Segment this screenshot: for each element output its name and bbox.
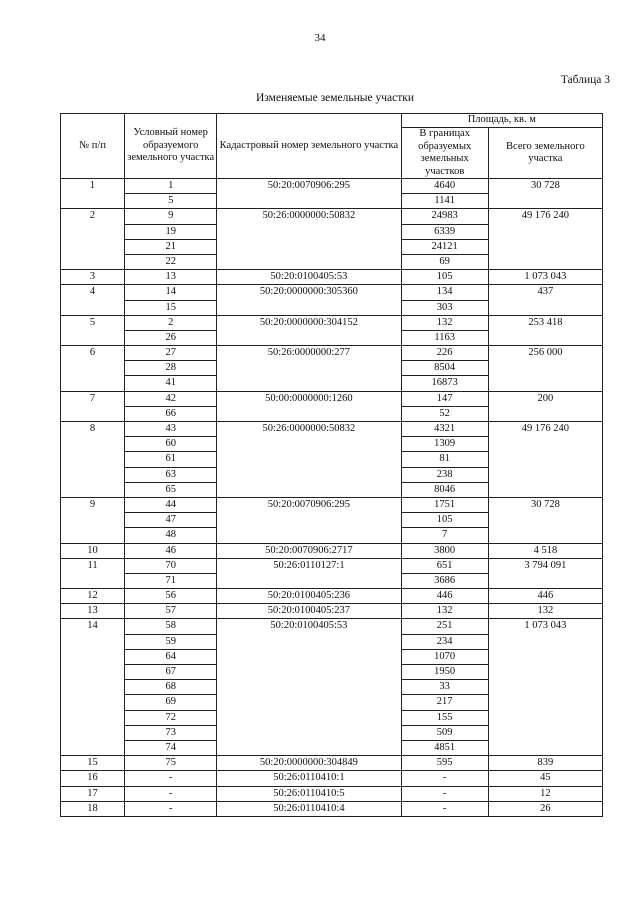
- conditional-number: 57: [125, 604, 217, 619]
- area-within: 4851: [401, 740, 488, 755]
- page-number: 34: [314, 32, 326, 44]
- area-within: 651: [401, 558, 488, 573]
- area-within: 3800: [401, 543, 488, 558]
- header-area-total: Всего земельного участка: [488, 128, 602, 179]
- row-index: 8: [61, 422, 125, 498]
- area-within: 8504: [401, 361, 488, 376]
- area-within: 69: [401, 254, 488, 269]
- conditional-number: 59: [125, 634, 217, 649]
- cadastral-number: 50:26:0000000:277: [217, 346, 401, 392]
- cadastral-number: 50:20:0100405:237: [217, 604, 401, 619]
- area-within: 24983: [401, 209, 488, 224]
- row-index: 11: [61, 558, 125, 588]
- area-within: 3686: [401, 573, 488, 588]
- table-row: [61, 315, 603, 330]
- row-index: 4: [61, 285, 125, 315]
- cadastral-number: 50:26:0110127:1: [217, 558, 401, 588]
- cadastral-number: 50:20:0100405:53: [217, 619, 401, 756]
- conditional-number: 21: [125, 239, 217, 254]
- conditional-number: 75: [125, 756, 217, 771]
- conditional-number: 64: [125, 649, 217, 664]
- area-total: 446: [488, 589, 602, 604]
- conditional-number: 41: [125, 376, 217, 391]
- table-row: [61, 285, 603, 300]
- area-within: 33: [401, 680, 488, 695]
- area-within: 303: [401, 300, 488, 315]
- row-index: 3: [61, 270, 125, 285]
- conditional-number: 67: [125, 665, 217, 680]
- area-within: 24121: [401, 239, 488, 254]
- conditional-number: 69: [125, 695, 217, 710]
- row-index: 16: [61, 771, 125, 786]
- area-within: 6339: [401, 224, 488, 239]
- area-total: 26: [488, 801, 602, 816]
- conditional-number: 61: [125, 452, 217, 467]
- conditional-number: 43: [125, 422, 217, 437]
- row-index: 1: [61, 179, 125, 209]
- table-row: [61, 543, 603, 558]
- conditional-number: 5: [125, 194, 217, 209]
- area-within: 134: [401, 285, 488, 300]
- area-within: 52: [401, 406, 488, 421]
- conditional-number: -: [125, 801, 217, 816]
- conditional-number: 74: [125, 740, 217, 755]
- cadastral-number: 50:20:0000000:305360: [217, 285, 401, 315]
- header-cadastral-number: Кадастровый номер земельного участка: [217, 114, 401, 179]
- area-within: 81: [401, 452, 488, 467]
- area-within: 509: [401, 725, 488, 740]
- area-total: 4 518: [488, 543, 602, 558]
- cadastral-number: 50:20:0070906:2717: [217, 543, 401, 558]
- area-within: 1070: [401, 649, 488, 664]
- area-within: 105: [401, 270, 488, 285]
- area-within: 7: [401, 528, 488, 543]
- conditional-number: 65: [125, 482, 217, 497]
- conditional-number: 72: [125, 710, 217, 725]
- row-index: 5: [61, 315, 125, 345]
- conditional-number: 44: [125, 497, 217, 512]
- conditional-number: 58: [125, 619, 217, 634]
- conditional-number: 13: [125, 270, 217, 285]
- area-total: 12: [488, 786, 602, 801]
- area-within: -: [401, 786, 488, 801]
- area-within: 16873: [401, 376, 488, 391]
- table-row: [61, 756, 603, 771]
- table-row: [61, 801, 603, 816]
- row-index: 13: [61, 604, 125, 619]
- area-total: 200: [488, 391, 602, 421]
- row-index: 6: [61, 346, 125, 392]
- table-row: [61, 346, 603, 361]
- row-index: 10: [61, 543, 125, 558]
- area-within: 1751: [401, 497, 488, 512]
- area-total: 132: [488, 604, 602, 619]
- cadastral-number: 50:00:0000000:1260: [217, 391, 401, 421]
- conditional-number: 70: [125, 558, 217, 573]
- row-index: 7: [61, 391, 125, 421]
- area-within: 132: [401, 604, 488, 619]
- row-index: 2: [61, 209, 125, 270]
- area-within: -: [401, 771, 488, 786]
- conditional-number: 73: [125, 725, 217, 740]
- table-header: [61, 114, 603, 179]
- table-row: [61, 786, 603, 801]
- area-total: 49 176 240: [488, 422, 602, 498]
- conditional-number: -: [125, 771, 217, 786]
- conditional-number: 71: [125, 573, 217, 588]
- conditional-number: 47: [125, 513, 217, 528]
- row-index: 18: [61, 801, 125, 816]
- conditional-number: 46: [125, 543, 217, 558]
- header-area: Площадь, кв. м: [401, 114, 602, 128]
- area-total: 1 073 043: [488, 619, 602, 756]
- area-within: 595: [401, 756, 488, 771]
- conditional-number: 9: [125, 209, 217, 224]
- conditional-number: 14: [125, 285, 217, 300]
- area-within: 147: [401, 391, 488, 406]
- cadastral-number: 50:26:0110410:1: [217, 771, 401, 786]
- conditional-number: 2: [125, 315, 217, 330]
- row-index: 9: [61, 497, 125, 543]
- conditional-number: 63: [125, 467, 217, 482]
- table-label: Таблица 3: [560, 74, 610, 86]
- table-row: [61, 558, 603, 573]
- conditional-number: 1: [125, 179, 217, 194]
- table-body: [61, 179, 603, 817]
- cadastral-number: 50:20:0100405:236: [217, 589, 401, 604]
- area-within: 4640: [401, 179, 488, 194]
- area-within: 8046: [401, 482, 488, 497]
- cadastral-number: 50:26:0110410:4: [217, 801, 401, 816]
- area-total: 3 794 091: [488, 558, 602, 588]
- cadastral-number: 50:20:0070906:295: [217, 497, 401, 543]
- conditional-number: 26: [125, 330, 217, 345]
- conditional-number: 66: [125, 406, 217, 421]
- conditional-number: 27: [125, 346, 217, 361]
- area-within: 234: [401, 634, 488, 649]
- area-within: -: [401, 801, 488, 816]
- area-within: 1950: [401, 665, 488, 680]
- conditional-number: 19: [125, 224, 217, 239]
- cadastral-number: 50:20:0000000:304152: [217, 315, 401, 345]
- area-total: 49 176 240: [488, 209, 602, 270]
- area-within: 217: [401, 695, 488, 710]
- cadastral-number: 50:20:0100405:53: [217, 270, 401, 285]
- area-within: 132: [401, 315, 488, 330]
- area-total: 30 728: [488, 497, 602, 543]
- area-within: 1163: [401, 330, 488, 345]
- conditional-number: 42: [125, 391, 217, 406]
- area-within: 1309: [401, 437, 488, 452]
- table-row: [61, 497, 603, 512]
- area-within: 226: [401, 346, 488, 361]
- table-row: [61, 589, 603, 604]
- area-within: 238: [401, 467, 488, 482]
- cadastral-number: 50:26:0000000:50832: [217, 422, 401, 498]
- cadastral-number: 50:26:0000000:50832: [217, 209, 401, 270]
- table-row: [61, 619, 603, 634]
- area-within: 105: [401, 513, 488, 528]
- row-index: 17: [61, 786, 125, 801]
- table-row: [61, 179, 603, 194]
- conditional-number: 28: [125, 361, 217, 376]
- area-within: 1141: [401, 194, 488, 209]
- area-total: 839: [488, 756, 602, 771]
- conditional-number: -: [125, 786, 217, 801]
- area-total: 437: [488, 285, 602, 315]
- area-total: 45: [488, 771, 602, 786]
- table-row: [61, 604, 603, 619]
- header-index: № п/п: [61, 114, 125, 179]
- area-total: 256 000: [488, 346, 602, 392]
- header-area-within: В границах образуемых земельных участков: [401, 128, 488, 179]
- table-row: [61, 270, 603, 285]
- conditional-number: 15: [125, 300, 217, 315]
- area-within: 4321: [401, 422, 488, 437]
- header-conditional-number: Условный номер образуемого земельного участка: [125, 114, 217, 179]
- row-index: 12: [61, 589, 125, 604]
- cadastral-number: 50:26:0110410:5: [217, 786, 401, 801]
- row-index: 14: [61, 619, 125, 756]
- cadastral-number: 50:20:0070906:295: [217, 179, 401, 209]
- land-plots-table: [60, 113, 603, 817]
- table-row: [61, 771, 603, 786]
- table-row: [61, 422, 603, 437]
- area-total: 30 728: [488, 179, 602, 209]
- conditional-number: 60: [125, 437, 217, 452]
- table-row: [61, 391, 603, 406]
- area-within: 251: [401, 619, 488, 634]
- area-within: 446: [401, 589, 488, 604]
- conditional-number: 22: [125, 254, 217, 269]
- area-total: 253 418: [488, 315, 602, 345]
- area-within: 155: [401, 710, 488, 725]
- row-index: 15: [61, 756, 125, 771]
- area-total: 1 073 043: [488, 270, 602, 285]
- conditional-number: 56: [125, 589, 217, 604]
- table-row: [61, 209, 603, 224]
- conditional-number: 68: [125, 680, 217, 695]
- table-title: Изменяемые земельные участки: [256, 92, 414, 104]
- cadastral-number: 50:20:0000000:304849: [217, 756, 401, 771]
- conditional-number: 48: [125, 528, 217, 543]
